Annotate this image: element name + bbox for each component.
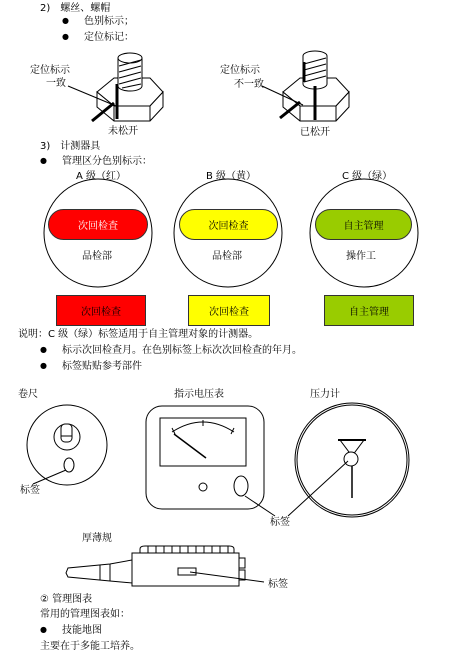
- skill-map-desc: 主要在于多能工培养。: [40, 641, 140, 652]
- thickness-gauge-title: 厚薄规: [82, 533, 112, 544]
- grade-note: 说明：C 级（绿）标签适用于自主管理对象的计测器。: [18, 329, 259, 340]
- screw-aligned-figure: [97, 53, 163, 121]
- thickness-gauge-label: 标签: [268, 579, 288, 590]
- grade-c-title: C 级（绿）: [342, 171, 393, 182]
- grade-b-dept: 品检部: [212, 251, 242, 262]
- right-caption: 已松开: [300, 127, 330, 138]
- right-marker-label: 定位标示: [220, 65, 260, 76]
- grade-c-dept: 操作工: [346, 251, 376, 262]
- grade-a-title: A 级（红）: [76, 171, 127, 182]
- section-instrument-heading: 3) 计测器具: [40, 141, 101, 152]
- bullet-position-marking: ● 定位标记：: [84, 33, 134, 43]
- note-bullet-month: ● 标示次回检查月。在色别标签上标次次回检查的年月。: [62, 346, 302, 356]
- grade-b-rect-label: 次回检查: [188, 295, 270, 326]
- bullet-grade-colors: ● 管理区分色别标示：: [62, 157, 152, 167]
- grade-c-pill-label: 自主管理: [315, 209, 412, 240]
- section-charts-heading: ② 管理图表: [40, 594, 93, 605]
- tape-measure-figure: [27, 405, 107, 485]
- pressure-gauge-figure: [295, 403, 409, 517]
- thickness-gauge-figure: [66, 546, 245, 586]
- charts-intro: 常用的管理图表如：: [40, 609, 130, 620]
- voltmeter-label: 标签: [270, 517, 290, 528]
- right-marker-label-2: 不一致: [234, 79, 264, 90]
- voltmeter-figure: [146, 406, 264, 509]
- bullet-color-marking: ● 色别标示；: [84, 17, 134, 27]
- voltmeter-title: 指示电压表: [174, 389, 224, 400]
- grade-b-title: B 级（黄）: [206, 171, 257, 182]
- tape-measure-label: 标签: [20, 485, 40, 496]
- pressure-gauge-title: 压力计: [310, 389, 340, 400]
- left-caption: 未松开: [108, 126, 138, 137]
- grade-a-pill-label: 次回检査: [48, 209, 148, 240]
- left-marker-label: 定位标示: [30, 65, 70, 76]
- bullet-skill-map: ● 技能地图: [62, 626, 102, 636]
- grade-a-rect-label: 次回检查: [56, 295, 146, 326]
- grade-a-dept: 品检部: [82, 251, 112, 262]
- tape-measure-title: 卷尺: [18, 389, 38, 400]
- section-screw-heading: 2) 螺丝、螺帽: [40, 3, 111, 14]
- grade-c-rect-label: 自主管理: [324, 295, 414, 326]
- grade-b-pill-label: 次回检查: [179, 209, 278, 240]
- left-marker-label-2: 一致: [46, 78, 66, 89]
- note-bullet-parts: ● 标签贴贴参考部件: [62, 362, 142, 372]
